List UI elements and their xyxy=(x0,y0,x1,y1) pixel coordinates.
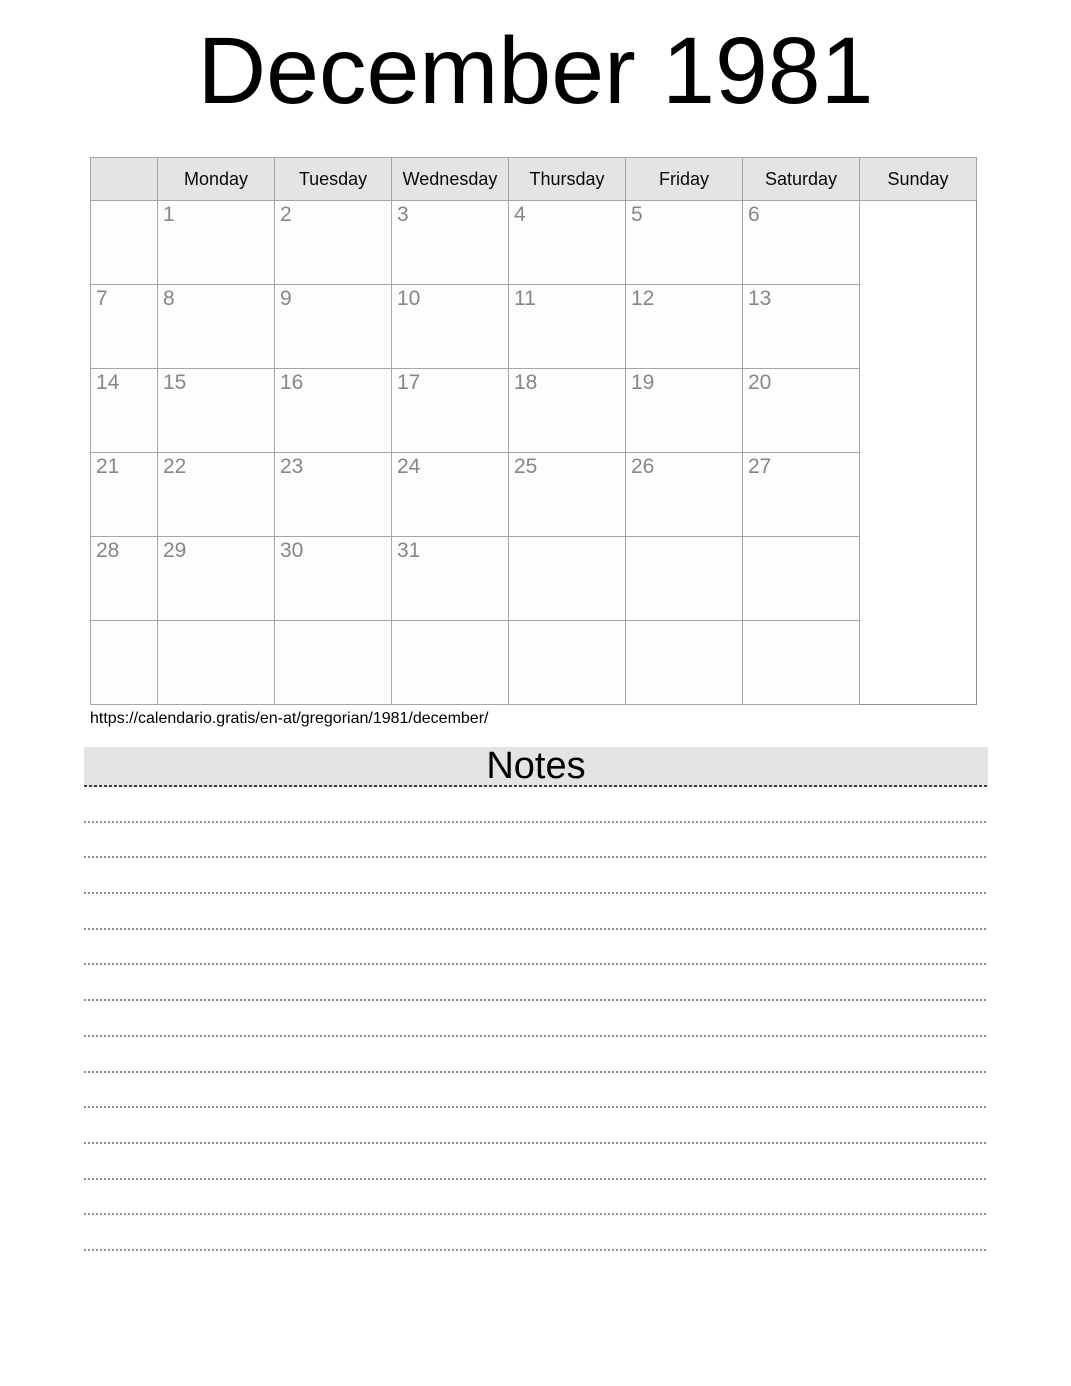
day-cell-19: 19 xyxy=(626,369,743,453)
source-url-text: https://calendario.gratis/en-at/gregorian/1981/december/ xyxy=(90,710,489,727)
day-cell-6: 6 xyxy=(743,201,860,285)
day-cell-empty xyxy=(509,621,626,705)
day-cell-15: 15 xyxy=(158,369,275,453)
day-cell-21: 21 xyxy=(91,453,158,537)
notes-ruled-area xyxy=(84,787,988,1251)
day-cell-8: 8 xyxy=(158,285,275,369)
week-row-5 xyxy=(91,537,977,621)
day-cell-14: 14 xyxy=(91,369,158,453)
day-cell-empty xyxy=(743,537,860,621)
day-cell-empty xyxy=(626,537,743,621)
day-cell-10: 10 xyxy=(392,285,509,369)
day-cell-26: 26 xyxy=(626,453,743,537)
day-cell-16: 16 xyxy=(275,369,392,453)
day-cell-3: 3 xyxy=(392,201,509,285)
day-cell-12: 12 xyxy=(626,285,743,369)
notes-ruled-line xyxy=(84,965,988,1001)
notes-ruled-line xyxy=(84,823,988,859)
notes-ruled-line xyxy=(84,1144,988,1180)
weekday-header-saturday: Saturday xyxy=(743,158,860,201)
week-row-4 xyxy=(91,453,977,537)
notes-ruled-line xyxy=(84,1215,988,1251)
day-cell-empty xyxy=(275,621,392,705)
week-row-6 xyxy=(91,621,977,705)
weekday-header-thursday: Thursday xyxy=(509,158,626,201)
day-cell-7: 7 xyxy=(91,285,158,369)
day-cell-22: 22 xyxy=(158,453,275,537)
notes-ruled-line xyxy=(84,858,988,894)
notes-ruled-line xyxy=(84,1180,988,1216)
calendar-body xyxy=(91,201,977,705)
day-cell-empty xyxy=(91,621,158,705)
weekday-header-tuesday: Tuesday xyxy=(275,158,392,201)
day-cell-31: 31 xyxy=(392,537,509,621)
notes-title: Notes xyxy=(486,745,586,787)
day-cell-20: 20 xyxy=(743,369,860,453)
week-column-spacer xyxy=(91,158,158,201)
day-cell-5: 5 xyxy=(626,201,743,285)
week-row-2 xyxy=(91,285,977,369)
day-cell-empty xyxy=(626,621,743,705)
weekday-header-monday: Monday xyxy=(158,158,275,201)
day-cell-11: 11 xyxy=(509,285,626,369)
day-cell-1: 1 xyxy=(158,201,275,285)
day-cell-empty xyxy=(743,621,860,705)
weekday-row xyxy=(91,158,977,201)
day-cell-18: 18 xyxy=(509,369,626,453)
day-cell-empty xyxy=(509,537,626,621)
notes-ruled-line xyxy=(84,787,988,823)
day-cell-17: 17 xyxy=(392,369,509,453)
day-cell-23: 23 xyxy=(275,453,392,537)
weekday-header-friday: Friday xyxy=(626,158,743,201)
day-cell-24: 24 xyxy=(392,453,509,537)
weekday-header-sunday: Sunday xyxy=(860,158,977,201)
notes-ruled-line xyxy=(84,1073,988,1109)
notes-header-bar xyxy=(84,747,988,787)
week-row-3 xyxy=(91,369,977,453)
week-row-1 xyxy=(91,201,977,285)
day-cell-25: 25 xyxy=(509,453,626,537)
day-cell-4: 4 xyxy=(509,201,626,285)
day-cell-30: 30 xyxy=(275,537,392,621)
day-cell-empty xyxy=(392,621,509,705)
weekday-header-wednesday: Wednesday xyxy=(392,158,509,201)
notes-ruled-line xyxy=(84,1001,988,1037)
day-cell-29: 29 xyxy=(158,537,275,621)
page-title: December 1981 xyxy=(197,18,874,124)
notes-ruled-line xyxy=(84,1108,988,1144)
notes-ruled-line xyxy=(84,1037,988,1073)
day-cell-empty xyxy=(158,621,275,705)
day-cell-2: 2 xyxy=(275,201,392,285)
notes-ruled-line xyxy=(84,930,988,966)
day-cell-9: 9 xyxy=(275,285,392,369)
notes-ruled-line xyxy=(84,894,988,930)
day-cell-empty xyxy=(91,201,158,285)
day-cell-28: 28 xyxy=(91,537,158,621)
day-cell-13: 13 xyxy=(743,285,860,369)
calendar-table xyxy=(90,157,977,705)
day-cell-27: 27 xyxy=(743,453,860,537)
